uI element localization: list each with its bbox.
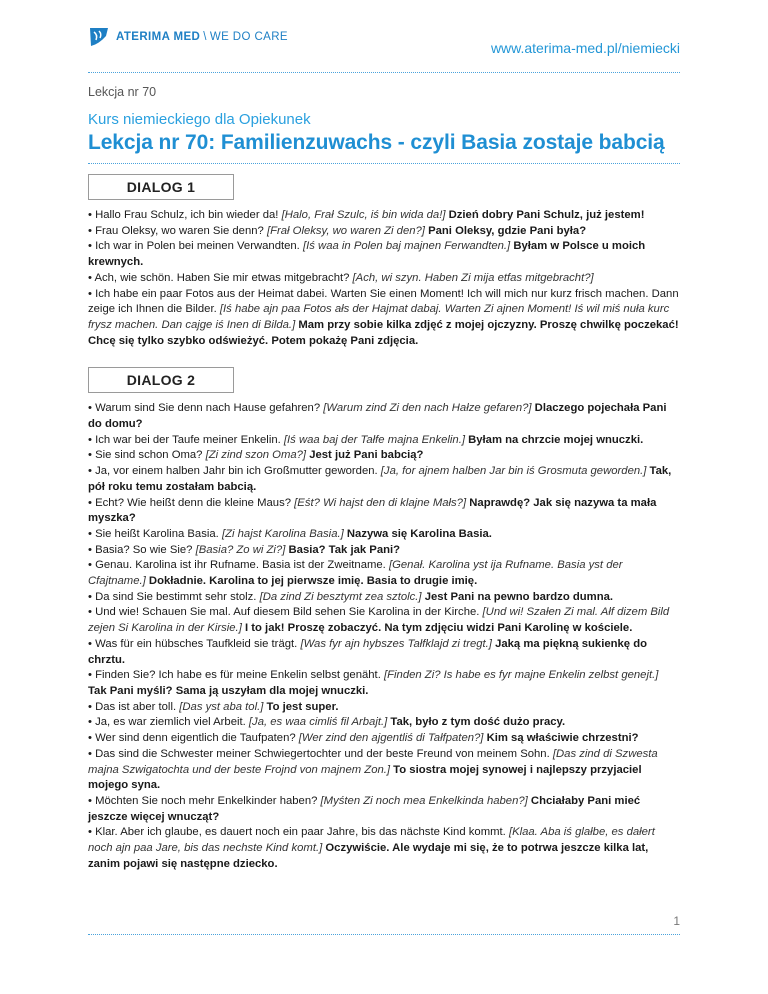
phonetic-text: [Basia? Zo wi Zi?] [195, 543, 286, 556]
german-text: • Sie sind schon Oma? [88, 449, 206, 462]
german-text: • Frau Oleksy, wo waren Sie denn? [88, 224, 267, 237]
dialog-line [88, 605, 680, 636]
polish-text: Basia? Tak jak Pani? [285, 543, 401, 556]
polish-text: Dlaczego pojechała Pani do domu? [88, 402, 667, 431]
german-text: • Genau. Karolina ist ihr Rufname. Basia ist der Zweitname. [88, 559, 389, 572]
dialog-line [88, 271, 680, 287]
german-text: • Klar. Aber ich glaube, es dauert noch ein paar Jahre, bis das nächste Kind kommt. [88, 826, 509, 839]
german-text: • Was für ein hübsches Taufkleid sie trägt. [88, 637, 301, 650]
logo-brand: ATERIMA MED [116, 31, 201, 43]
german-text: • Und wie! Schauen Sie mal. Auf diesem Bild sehen Sie Karolina in der Kirche. [88, 606, 483, 619]
polish-text: Chciałaby Pani mieć jeszcze więcej wnucząt? [88, 794, 641, 823]
dialog-line [88, 433, 680, 449]
german-text: • Ja, vor einem halben Jahr bin ich Großmutter geworden. [88, 465, 381, 478]
phonetic-text: [Klaa. Aba iś glałbe, es dałert noch ajn paa Jare, bis das nechste Kind komt.] [88, 826, 655, 855]
polish-text: Jaką ma piękną sukienkę do chrztu. [88, 637, 648, 666]
polish-text: Tak, było z tym dość dużo pracy. [387, 716, 566, 729]
polish-text: To siostra mojej synowej i najlepszy przyjaciel mojego syna. [88, 763, 642, 792]
logo-separator: \ [203, 31, 207, 43]
dialog-line [88, 637, 680, 668]
phonetic-text: [Warum zind Zi den nach Hałze gefaren?] [323, 402, 532, 415]
course-name: Kurs niemieckiego dla Opiekunek [88, 111, 311, 128]
phonetic-text: [Finden Zi? Is habe es fyr majne Enkelin zelbst genejt.] [383, 669, 659, 682]
german-text: • Wer sind denn eigentlich die Taufpaten? [88, 732, 299, 745]
dialog-line [88, 464, 680, 495]
phonetic-text: [Das zind di Szwesta majna Szwigatochta und der beste Frojnd von majnem Zon.] [88, 747, 658, 776]
polish-text: Jest już Pani babcią? [306, 449, 424, 462]
german-text: • Ach, wie schön. Haben Sie mir etwas mitgebracht? [88, 271, 353, 284]
dialog-line [88, 543, 680, 559]
dialog-line [88, 558, 680, 589]
polish-text: Naprawdę? Jak się nazywa ta mała myszka? [88, 496, 657, 525]
dialog-line [88, 590, 680, 606]
phonetic-text: [Da zind Zi besztymt zea sztolc.] [259, 590, 422, 603]
dialog-line [88, 747, 680, 794]
polish-text: Kim są właściwie chrzestni? [483, 732, 639, 745]
phonetic-text: [Zi zind szon Oma?] [205, 449, 307, 462]
german-text: • Hallo Frau Schulz, ich bin wieder da! [88, 209, 282, 221]
polish-text: Dzień dobry Pani Schulz, już jestem! [445, 209, 645, 221]
lesson-label: Lekcja nr 70 [88, 85, 157, 99]
phonetic-text: [Frał Oleksy, wo waren Zi den?] [266, 224, 425, 237]
dialog-line [88, 700, 680, 716]
dialog2-lines [88, 401, 680, 872]
dialog2-heading: DIALOG 2 [88, 367, 234, 393]
dialog-line [88, 208, 680, 224]
german-text: • Möchten Sie noch mehr Enkelkinder haben? [88, 794, 321, 807]
dialog1-heading: DIALOG 1 [88, 174, 234, 200]
dialog1-lines [88, 208, 680, 349]
polish-text: Tak Pani myśli? Sama ją uszyłam dla mojej wnuczki. [88, 684, 369, 697]
page [88, 0, 680, 872]
german-text: • Echt? Wie heißt denn die kleine Maus? [88, 496, 295, 509]
german-text: • Da sind Sie bestimmt sehr stolz. [88, 590, 260, 603]
dialog-line [88, 794, 680, 825]
phonetic-text: [Und wi! Szałen Zi mal. Ałf dizem Bild zejen Si Karolina in der Kirsie.] [88, 606, 670, 635]
dialog-line [88, 401, 680, 432]
dialog-line [88, 224, 680, 240]
footer-divider [88, 934, 680, 935]
phonetic-text: [Iś waa in Polen baj majnen Ferwandten.] [302, 240, 511, 253]
polish-text: Mam przy sobie kilka zdjęć z mojej ojczyzny. Proszę chwilkę poczekać! Chcę się tylko szybko odświeżyć. Potem pokażę Pani zdjęcia. [88, 318, 679, 347]
page-number: 1 [673, 914, 680, 928]
german-text: • Finden Sie? Ich habe es für meine Enkelin selbst genäht. [88, 669, 384, 682]
dialog-line [88, 239, 680, 270]
german-text: • Ich habe ein paar Fotos aus der Heimat dabei. Warten Sie einen Moment! Ich will mich nur kurz frisch machen. Dann zeige ich Ihnen die Bilder. [88, 287, 679, 316]
phonetic-text: [Ja, for ajnem halben Jar bin iś Grosmuta geworden.] [380, 465, 647, 478]
phonetic-text: [Zi hajst Karolina Basia.] [221, 527, 344, 540]
logo-text [116, 31, 288, 43]
polish-text: Jest Pani na pewno bardzo dumna. [421, 590, 614, 603]
polish-text: Byłam na chrzcie mojej wnuczki. [464, 433, 644, 446]
dialog-line [88, 448, 680, 464]
polish-text: Byłam w Polsce u moich krewnych. [88, 240, 646, 269]
phonetic-text: [Iś waa baj der Tałfe majna Enkelin.] [283, 433, 465, 446]
german-text: • Warum sind Sie denn nach Hause gefahren? [88, 402, 324, 415]
german-text: • Das sind die Schwester meiner Schwiegertochter und der beste Freund von meinem Sohn. [88, 747, 553, 760]
phonetic-text: [Iś habe ajn paa Fotos ałs der Hajmat dabaj. Warten Zi ajnen Moment! Iś wil miś nuła kurc frysz machen. Dan cajge iś Inen di Bilda.] [88, 303, 670, 331]
polish-text: Oczywiście. Ale wydaje mi się, że to potrwa jeszcze kilka lat, zanim pojawi się następne dziecko. [88, 842, 649, 870]
polish-text: Dokładnie. Karolina to jej pierwsze imię. Basia to drugie imię. [145, 575, 478, 588]
dialog-line [88, 496, 680, 527]
german-text: • Das ist aber toll. [88, 700, 180, 713]
phonetic-text: [Das yst aba tol.] [179, 700, 264, 713]
dialog-line [88, 715, 680, 731]
german-text: • Ich war in Polen bei meinen Verwandten. [88, 240, 303, 253]
phonetic-text: [Halo, Frał Szulc, iś bin wida da!] [281, 209, 446, 221]
polish-text: Nazywa się Karolina Basia. [343, 527, 492, 540]
dialog-line [88, 668, 680, 699]
phonetic-text: [Was fyr ajn hybszes Tałfklajd zi tregt.] [300, 637, 492, 650]
aterima-med-logo-icon [88, 26, 110, 48]
title-divider [88, 163, 680, 164]
logo-tagline: WE DO CARE [209, 31, 288, 43]
phonetic-text: [Eśt? Wi hajst den di klajne Małs?] [294, 496, 467, 509]
german-text: • Ich war bei der Taufe meiner Enkelin. [88, 433, 284, 446]
site-url-link[interactable]: www.aterima-med.pl/niemiecki [490, 40, 680, 56]
header-divider [88, 72, 680, 73]
polish-text: To jest super. [263, 700, 339, 713]
phonetic-text: [Ja, es waa cimliś fil Arbajt.] [248, 716, 388, 729]
phonetic-text: [Ach, wi szyn. Haben Zi mija etfas mitgebracht?] [352, 271, 594, 284]
polish-text: Tak, pół roku temu zostałam babcią. [88, 465, 672, 493]
dialog-line [88, 825, 680, 872]
german-text: • Basia? So wie Sie? [88, 543, 196, 556]
phonetic-text: [Wer zind den ajgentliś di Tałfpaten?] [298, 732, 484, 745]
page-title: Lekcja nr 70: Familienzuwachs - czyli Basia zostaje babcią [88, 131, 665, 154]
german-text: • Sie heißt Karolina Basia. [88, 527, 222, 540]
polish-text: I to jak! Proszę zobaczyć. Na tym zdjęciu widzi Pani Karolinę w kościele. [241, 622, 633, 635]
german-text: • Ja, es war ziemlich viel Arbeit. [88, 716, 249, 729]
brand-logo[interactable] [88, 26, 288, 48]
dialog-line [88, 527, 680, 543]
phonetic-text: [Genał. Karolina yst ija Rufname. Basia yst der Cfajtname.] [88, 559, 623, 588]
polish-text: Pani Oleksy, gdzie Pani była? [424, 224, 587, 237]
header [88, 0, 680, 72]
dialog-line [88, 287, 680, 350]
dialog-line [88, 731, 680, 747]
phonetic-text: [Myśten Zi noch mea Enkelkinda haben?] [320, 794, 528, 807]
